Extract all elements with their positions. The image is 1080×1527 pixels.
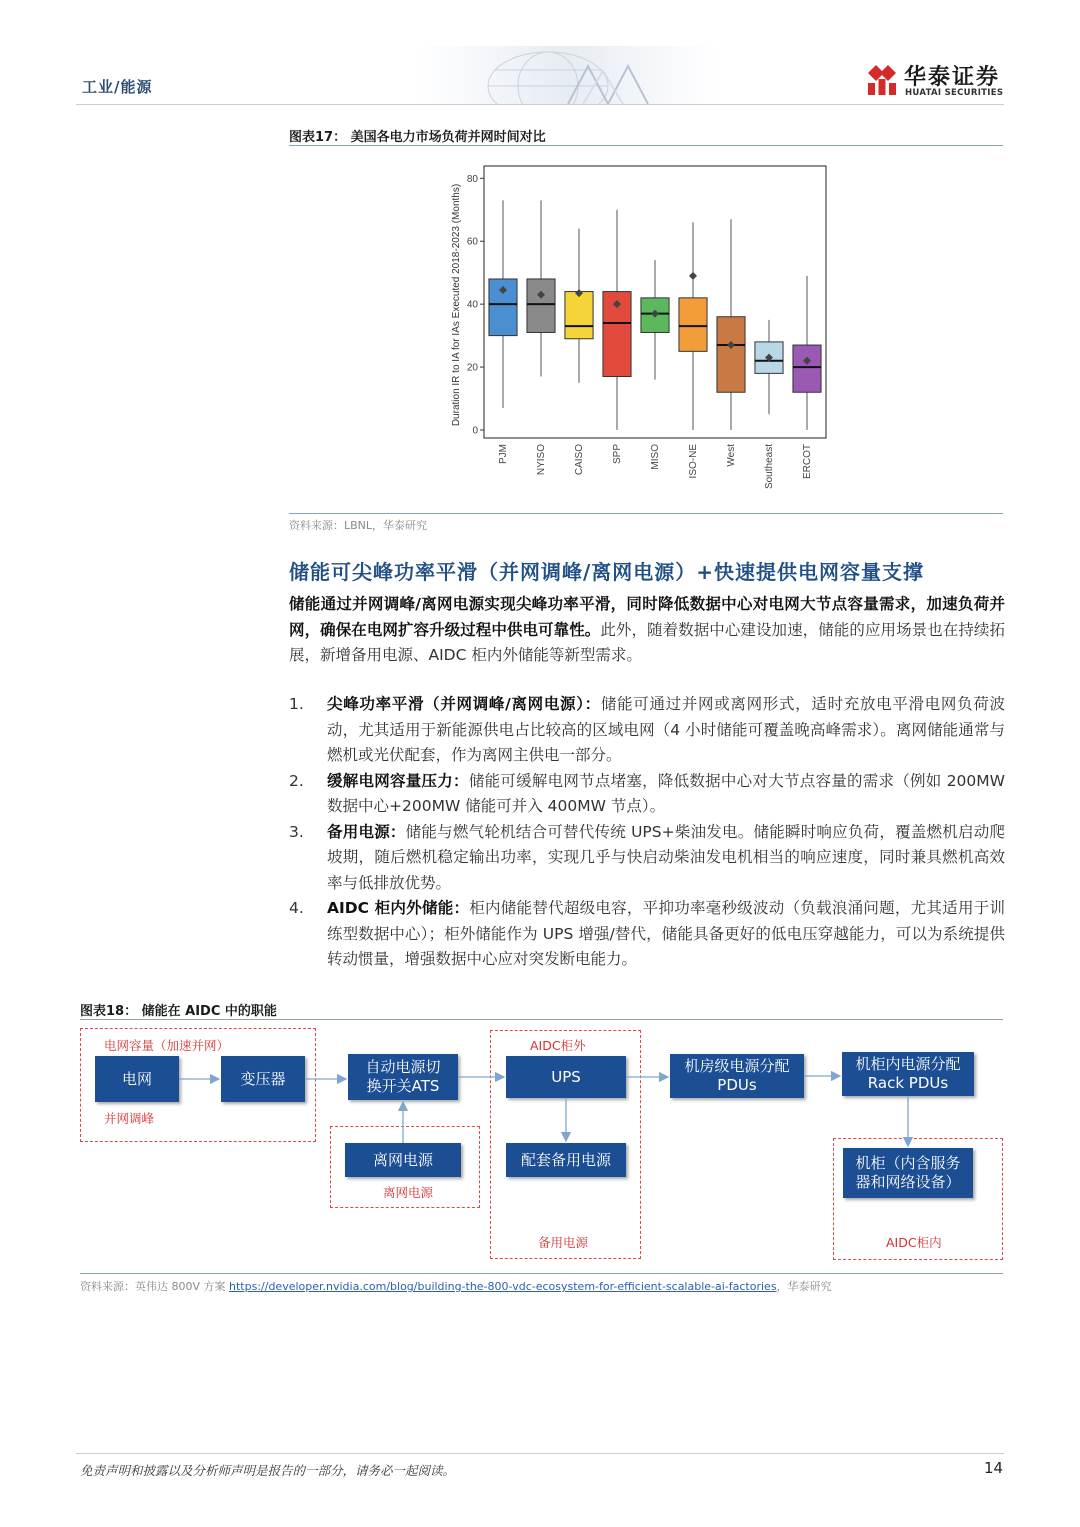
offgrid-node-label: 离网电源 [372, 1150, 433, 1169]
logo-text-en: HUATAI SECURITIES [905, 88, 1004, 98]
rack-label-1: 机柜内电源分配 [855, 1055, 961, 1073]
header-divider [76, 104, 1004, 105]
x-tick-label: PJM [498, 444, 509, 464]
logo-text-cn: 华泰证券 [904, 65, 1001, 90]
nvidia-blog-link[interactable]: https://developer.nvidia.com/blog/building-the-800-vdc-ecosystem-for-efficient-scalable-ai-factories [229, 1280, 777, 1293]
backup-node-label: 配套备用电源 [520, 1150, 611, 1169]
figure17-caption-line [289, 145, 1003, 146]
y-tick-label: 0 [472, 425, 478, 437]
list-item [289, 692, 1005, 769]
box-iqr [679, 298, 707, 351]
header-globe-banner [418, 46, 718, 104]
list-item-text: 储能与燃气轮机结合可替代传统 UPS+柴油发电。储能瞬时响应负荷，覆盖燃机启动爬坡期，随后燃机稳定输出功率，实现几乎与快启动柴油发电机相当的响应速度，同时兼具燃机高效率与低排放优势。 [327, 822, 1005, 892]
y-tick-label: 20 [466, 362, 478, 374]
y-tick-label: 40 [466, 299, 478, 311]
diagram-connectors [0, 1020, 1080, 1280]
offgrid-note: 离网电源 [383, 1185, 434, 1200]
x-tick-label: NYISO [536, 444, 547, 476]
rack-label-2: Rack PDUs [867, 1074, 949, 1092]
list-item-text: 柜内储能替代超级电容，平抑功率毫秒级波动（负载浪涌问题，尤其适用于训练型数据中心）；柜外储能作为 UPS 增强/替代，储能具备更好的低电压穿越能力，可以为系统提供转动惯量，增强数据中心应对突发断电能力。 [327, 899, 1005, 968]
x-tick-label: SPP [612, 444, 623, 465]
x-tick-label: MISO [650, 444, 661, 470]
y-tick-label: 60 [466, 236, 478, 248]
figure17-source: 资料来源：LBNL，华泰研究 [289, 519, 428, 532]
figure18-source-prefix: 资料来源：英伟达 800V 方案 [80, 1280, 226, 1293]
box-iqr [565, 292, 593, 339]
intro-rest: 此外，随着数据中心建设加速，储能的应用场景也在持续拓展，新增备用电源、AIDC 柜内外储能等新型需求。 [289, 620, 1005, 664]
pdu-label-2: PDUs [717, 1076, 757, 1094]
boxplot-chart [440, 158, 840, 508]
y-tick-label: 80 [466, 173, 478, 185]
box-iqr [793, 345, 821, 392]
y-axis-label: Duration IR to IA for IAs Executed 2018-2023 (Months) [451, 183, 462, 427]
pdu-label-1: 机房级电源分配 [684, 1057, 790, 1075]
grid-node-label: 电网 [121, 1069, 152, 1088]
box-iqr [527, 279, 555, 332]
list-number: 4. [289, 899, 304, 917]
list-item [289, 820, 1005, 897]
figure17-bottom-line [289, 513, 1003, 514]
huatai-logo-icon [866, 63, 898, 97]
figure18-bottom-line [80, 1273, 1003, 1274]
aidc-inside-note: AIDC柜内 [886, 1235, 942, 1250]
list-item-title: 缓解电网容量压力： [327, 771, 469, 790]
function-list [289, 692, 1005, 973]
ats-label-1: 自动电源切 [365, 1058, 441, 1076]
box-iqr [717, 317, 745, 393]
x-tick-label: West [726, 444, 737, 467]
intro-bold: 储能通过并网调峰/离网电源实现尖峰功率平滑，同时降低数据中心对电网大节点容量需求，加速负荷并网，确保在电网扩容升级过程中供电可靠性。 [289, 595, 1005, 639]
figure18-source-suffix: ，华泰研究 [776, 1280, 832, 1293]
report-sector: 工业/能源 [82, 78, 153, 96]
figure18-source [80, 1278, 832, 1294]
section-title: 储能可尖峰功率平滑（并网调峰/离网电源）+快速提供电网容量支撑 [289, 560, 925, 584]
list-number: 2. [289, 771, 304, 790]
list-item-title: 尖峰功率平滑（并网调峰/离网电源）： [327, 695, 601, 713]
footer-divider [76, 1453, 1004, 1454]
grid-group-title: 电网容量（加速并网） [104, 1038, 230, 1053]
list-item-text: 储能可通过并网或离网形式，适时充放电平滑电网负荷波动，尤其适用于新能源供电占比较高的区域电网（4 小时储能可覆盖晚高峰需求）。离网储能通常与燃机或光伏配套，作为离网主供电一部分。 [327, 695, 1005, 764]
list-number: 1. [289, 695, 304, 713]
figure18-caption: 图表18： 储能在 AIDC 中的职能 [80, 1004, 277, 1019]
cabinet-label-1: 机柜（内含服务 [855, 1154, 961, 1172]
list-number: 3. [289, 822, 304, 841]
x-tick-label: ISO-NE [688, 444, 699, 479]
aidc-outside-title: AIDC柜外 [530, 1038, 586, 1053]
x-tick-label: CAISO [574, 444, 585, 476]
list-item-title: 备用电源： [327, 822, 406, 841]
page-number: 14 [984, 1459, 1004, 1477]
intro-paragraph [289, 592, 1005, 669]
backup-note: 备用电源 [538, 1235, 589, 1250]
list-item [289, 769, 1005, 820]
grid-group-note: 并网调峰 [104, 1111, 155, 1126]
footer-disclaimer: 免责声明和披露以及分析师声明是报告的一部分，请务必一起阅读。 [80, 1463, 456, 1478]
x-tick-label: ERCOT [802, 444, 813, 479]
transformer-node-label: 变压器 [240, 1069, 286, 1088]
ats-label-2: 换开关ATS [366, 1077, 440, 1095]
cabinet-label-2: 器和网络设备） [855, 1173, 961, 1191]
x-tick-label: Southeast [764, 444, 775, 490]
ups-node-label: UPS [551, 1067, 581, 1086]
list-item-text: 储能可缓解电网节点堵塞，降低数据中心对大节点容量的需求（例如 200MW 数据中心+200MW 储能可并入 400MW 节点）。 [327, 771, 1005, 815]
figure17-caption: 图表17： 美国各电力市场负荷并网时间对比 [289, 130, 546, 145]
list-item-title: AIDC 柜内外储能： [327, 899, 470, 917]
list-item [289, 896, 1005, 973]
